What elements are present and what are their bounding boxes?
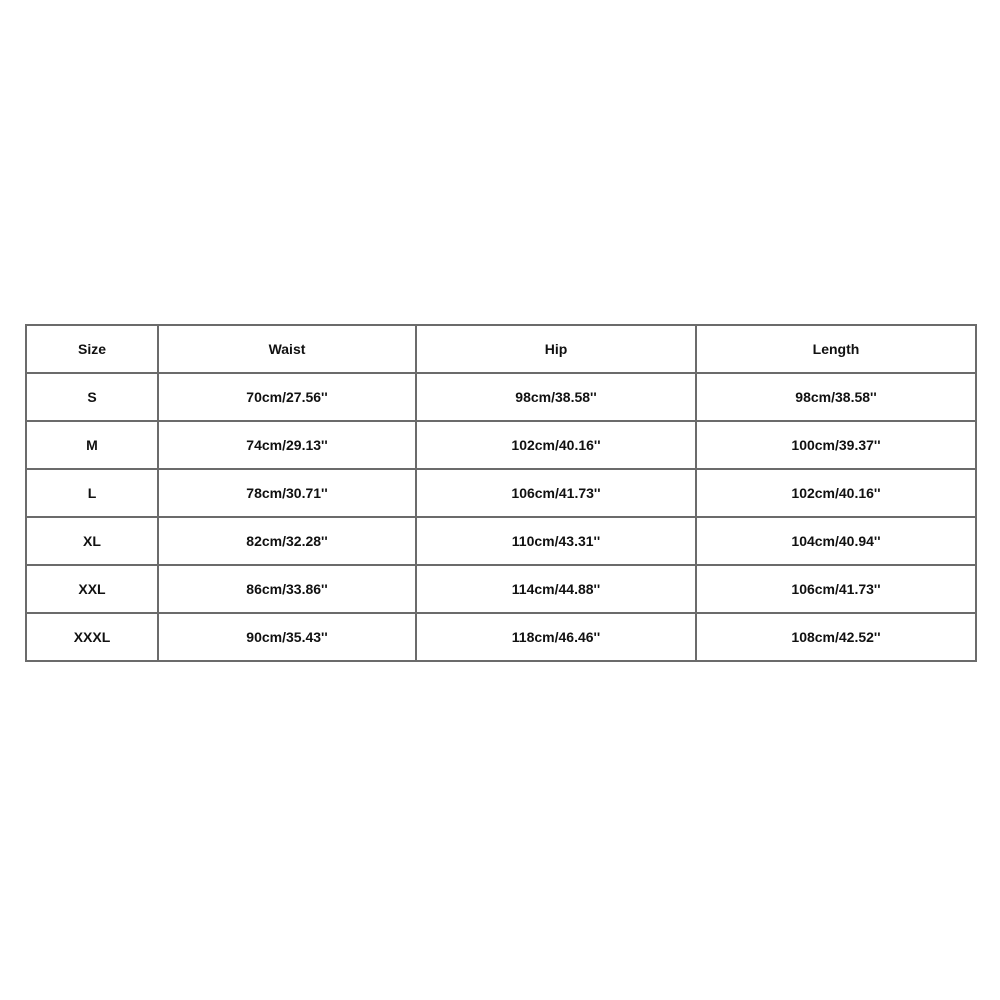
cell-hip: 110cm/43.31'' [416, 517, 696, 565]
header-waist: Waist [158, 325, 416, 373]
cell-waist: 90cm/35.43'' [158, 613, 416, 661]
table-row [26, 613, 976, 661]
cell-size: S [26, 373, 158, 421]
cell-hip: 106cm/41.73'' [416, 469, 696, 517]
cell-length: 102cm/40.16'' [696, 469, 976, 517]
cell-size: XXXL [26, 613, 158, 661]
cell-length: 104cm/40.94'' [696, 517, 976, 565]
cell-hip: 98cm/38.58'' [416, 373, 696, 421]
cell-hip: 102cm/40.16'' [416, 421, 696, 469]
cell-length: 98cm/38.58'' [696, 373, 976, 421]
header-length: Length [696, 325, 976, 373]
table-row [26, 565, 976, 613]
cell-size: XL [26, 517, 158, 565]
cell-waist: 74cm/29.13'' [158, 421, 416, 469]
cell-waist: 86cm/33.86'' [158, 565, 416, 613]
cell-waist: 70cm/27.56'' [158, 373, 416, 421]
cell-waist: 78cm/30.71'' [158, 469, 416, 517]
header-size: Size [26, 325, 158, 373]
cell-length: 100cm/39.37'' [696, 421, 976, 469]
cell-size: M [26, 421, 158, 469]
size-chart-table [25, 324, 977, 662]
header-hip: Hip [416, 325, 696, 373]
table-row [26, 421, 976, 469]
cell-hip: 114cm/44.88'' [416, 565, 696, 613]
cell-size: L [26, 469, 158, 517]
cell-hip: 118cm/46.46'' [416, 613, 696, 661]
table-row [26, 469, 976, 517]
table-header-row [26, 325, 976, 373]
table-row [26, 517, 976, 565]
cell-size: XXL [26, 565, 158, 613]
table-row [26, 373, 976, 421]
cell-length: 108cm/42.52'' [696, 613, 976, 661]
cell-waist: 82cm/32.28'' [158, 517, 416, 565]
cell-length: 106cm/41.73'' [696, 565, 976, 613]
